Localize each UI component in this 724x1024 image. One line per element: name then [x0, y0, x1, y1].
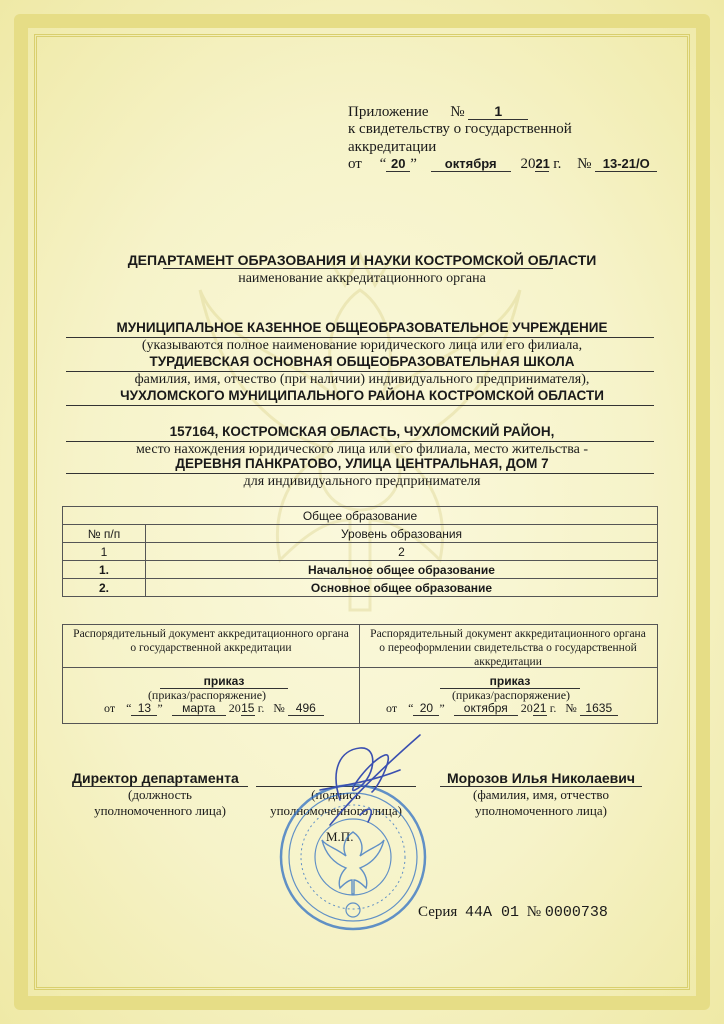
- row-level: Основное общее образование: [146, 579, 658, 597]
- appendix-line3: аккредитации: [348, 139, 437, 155]
- appendix-line1: [348, 103, 528, 121]
- organ-underline: [163, 268, 553, 269]
- column-header-level: Уровень образования: [146, 525, 658, 543]
- signer-position: Директор департамента: [72, 770, 248, 787]
- appendix-year-suffix: г.: [553, 156, 562, 172]
- stamp-place-label: М.П.: [326, 829, 354, 844]
- column-index-1: 1: [63, 543, 146, 561]
- column-header-number: № п/п: [63, 525, 146, 543]
- name-caption2: уполномоченного лица): [475, 803, 607, 818]
- accreditation-organ-name: ДЕПАРТАМЕНТ ОБРАЗОВАНИЯ И НАУКИ КОСТРОМСКОЙ ОБЛАСТИ: [127, 252, 597, 268]
- appendix-date-line: от “ 20 ” октября 2021 г. № 13-21/О: [348, 156, 657, 173]
- appendix-label: Приложение: [348, 104, 429, 120]
- right-doc-type-caption: (приказ/распоряжение): [451, 688, 571, 702]
- appendix-no-sign: №: [450, 104, 465, 120]
- left-doc-type: приказ: [160, 674, 288, 689]
- appendix-line2: к свидетельству о государственной: [348, 121, 572, 137]
- appendix-month: октября: [431, 156, 511, 172]
- appendix-number: 1: [468, 103, 528, 120]
- form-series: [418, 904, 608, 921]
- left-doc-month: марта: [172, 701, 226, 716]
- education-table-title: Общее образование: [63, 507, 658, 525]
- signer-name: Морозов Илья Николаевич: [440, 770, 642, 787]
- position-caption1: (должность: [128, 787, 192, 802]
- left-doc-year: 15: [241, 701, 255, 715]
- documents-divider: [359, 624, 360, 724]
- series-code: 44А 01: [465, 904, 520, 921]
- right-doc-day: 20: [413, 701, 439, 716]
- left-doc-header: Распорядительный документ аккредитационного органа о государственной аккредитации: [73, 628, 349, 654]
- entity-caption1: (указываются полное наименование юридического лица или его филиала,: [141, 338, 583, 353]
- appendix-year: 21: [535, 156, 550, 171]
- left-doc-date: от “ 13 ” марта 2015 г. № 496: [104, 701, 324, 716]
- left-doc-from: от: [104, 701, 116, 715]
- series-label: Серия: [418, 904, 458, 920]
- right-doc-type: приказ: [440, 674, 580, 689]
- name-caption1: (фамилия, имя, отчество: [473, 787, 609, 802]
- left-doc-year-prefix: 20: [228, 701, 241, 715]
- right-doc-number: 1635: [580, 701, 618, 716]
- handwritten-signature-icon: [300, 730, 430, 840]
- right-doc-no-sign: №: [565, 701, 577, 715]
- table-row: [63, 579, 658, 597]
- right-doc-from: от: [386, 701, 398, 715]
- row-number: 1.: [63, 561, 146, 579]
- appendix-from: от: [348, 156, 362, 172]
- entity-caption2: фамилия, имя, отчество (при наличии) индивидуального предпринимателя),: [134, 372, 590, 387]
- column-index-2: 2: [146, 543, 658, 561]
- address-line2: ДЕРЕВНЯ ПАНКРАТОВО, УЛИЦА ЦЕНТРАЛЬНАЯ, ДОМ 7: [175, 456, 549, 471]
- entity-line3: ЧУХЛОМСКОГО МУНИЦИПАЛЬНОГО РАЙОНА КОСТРОМСКОЙ ОБЛАСТИ: [120, 388, 604, 403]
- left-doc-number: 496: [288, 701, 324, 716]
- left-doc-type-caption: (приказ/распоряжение): [147, 688, 267, 702]
- sign-caption2: уполномоченного лица): [270, 803, 402, 818]
- right-doc-date: от “ 20 ” октября 2021 г. № 1635: [386, 701, 618, 716]
- left-doc-no-sign: №: [273, 701, 285, 715]
- series-number: 0000738: [544, 904, 608, 921]
- right-doc-header: Распорядительный документ аккредитационного органа о переоформлении свидетельства о государственной аккредитации: [370, 628, 646, 668]
- entity-line1: МУНИЦИПАЛЬНОЕ КАЗЕННОЕ ОБЩЕОБРАЗОВАТЕЛЬНОЕ УЧРЕЖДЕНИЕ: [116, 320, 608, 335]
- row-number: 2.: [63, 579, 146, 597]
- appendix-year-prefix: 20: [520, 156, 536, 172]
- entity-line2: ТУРДИЕВСКАЯ ОСНОВНАЯ ОБЩЕОБРАЗОВАТЕЛЬНАЯ ШКОЛА: [149, 354, 575, 369]
- sign-caption1: (подпись: [311, 787, 361, 802]
- address-caption2: для индивидуального предпринимателя: [243, 474, 481, 489]
- left-doc-year-suffix: г.: [257, 701, 265, 715]
- entity-underline3: [66, 405, 654, 406]
- appendix-day: 20: [386, 156, 410, 172]
- right-doc-year: 21: [533, 701, 547, 715]
- address-caption: место нахождения юридического лица или его филиала, место жительства -: [135, 442, 589, 457]
- right-doc-year-suffix: г.: [549, 701, 557, 715]
- left-doc-day: 13: [131, 701, 157, 716]
- organ-caption: наименование аккредитационного органа: [238, 271, 486, 286]
- row-level: Начальное общее образование: [146, 561, 658, 579]
- appendix-cert-number: 13-21/О: [595, 156, 657, 172]
- table-row: [63, 561, 658, 579]
- appendix-no-sign2: №: [577, 156, 592, 172]
- address-line1: 157164, КОСТРОМСКАЯ ОБЛАСТЬ, ЧУХЛОМСКИЙ РАЙОН,: [169, 424, 555, 439]
- education-table: [62, 506, 658, 597]
- position-caption2: уполномоченного лица): [94, 803, 226, 818]
- right-doc-month: октября: [454, 701, 518, 716]
- right-doc-year-prefix: 20: [520, 701, 533, 715]
- series-no-sign: №: [526, 904, 542, 920]
